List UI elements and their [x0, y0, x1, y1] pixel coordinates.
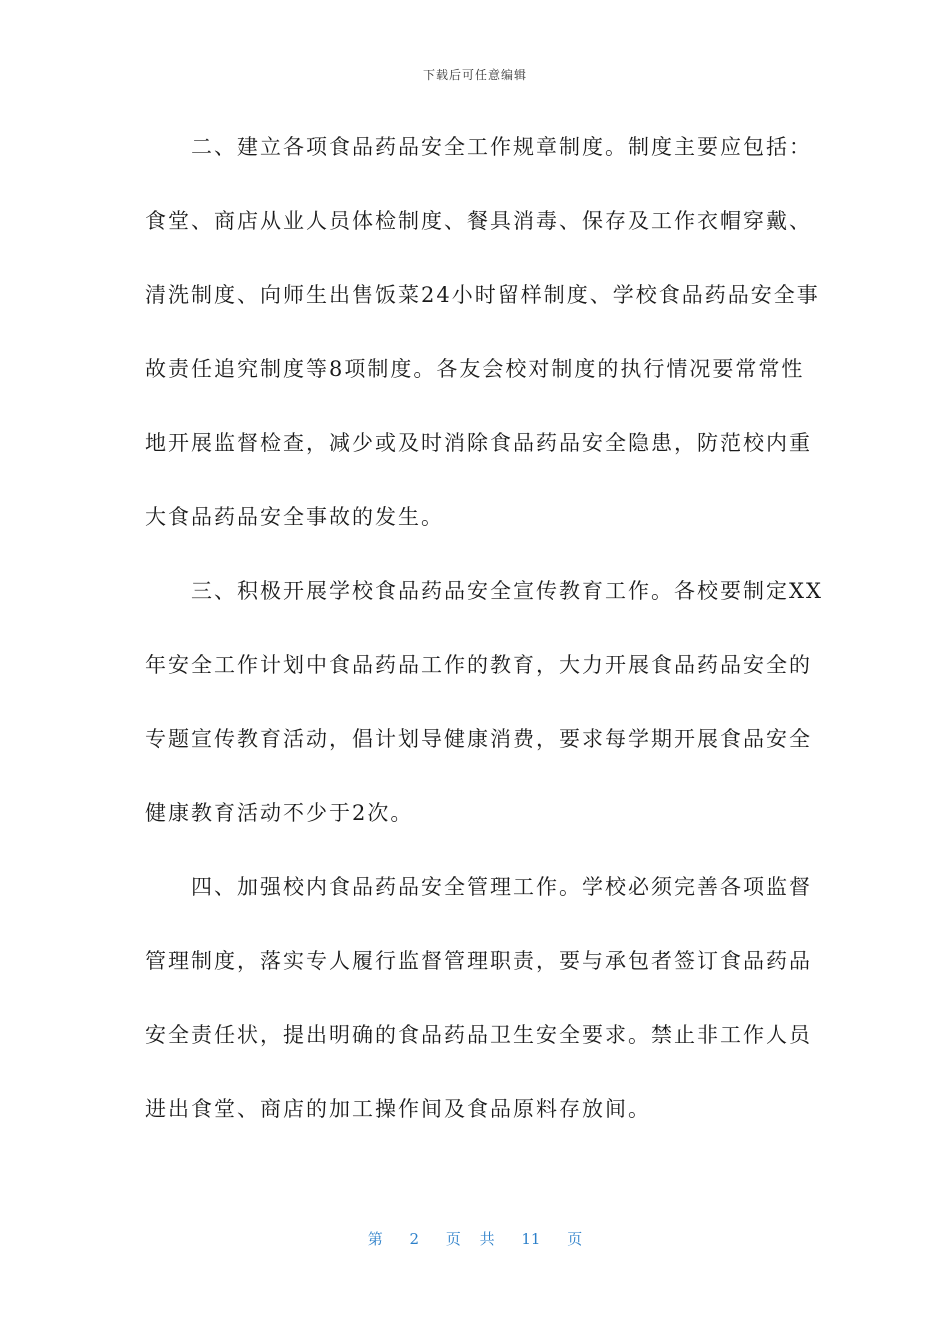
text-line: 健康教育活动不少于2次。: [145, 801, 414, 825]
text-line: 专题宣传教育活动，倡计划导健康消费，要求每学期开展食品安全: [145, 727, 812, 751]
footer-suffix: 页: [567, 1230, 583, 1248]
text-line: 食堂、商店从业人员体检制度、餐具消毒、保存及工作衣帽穿戴、: [145, 209, 812, 233]
page-footer: [0, 1228, 950, 1249]
text-line: 安全责任状，提出明确的食品药品卫生安全要求。禁止非工作人员: [145, 1023, 812, 1047]
footer-page-number: 2: [409, 1230, 420, 1248]
text-line: 年安全工作计划中食品药品工作的教育，大力开展食品药品安全的: [145, 653, 812, 677]
text-line: 二、建立各项食品药品安全工作规章制度。制度主要应包括：: [145, 135, 812, 159]
text-line: 进出食堂、商店的加工操作间及食品原料存放间。: [145, 1097, 651, 1121]
footer-total-pages: 11: [521, 1230, 541, 1248]
footer-prefix: 第: [367, 1230, 383, 1248]
text-line: 地开展监督检查，减少或及时消除食品药品安全隐患，防范校内重: [145, 431, 812, 455]
text-line: 三、积极开展学校食品药品安全宣传教育工作。各校要制定XX: [145, 579, 823, 603]
text-line: 管理制度，落实专人履行监督管理职责，要与承包者签订食品药品: [145, 949, 812, 973]
page-header-note: 下载后可任意编辑: [422, 68, 527, 82]
paragraph-2: [145, 110, 820, 554]
text-line: 四、加强校内食品药品安全管理工作。学校必须完善各项监督: [145, 875, 812, 899]
paragraph-3: [145, 554, 823, 850]
text-line: 清洗制度、向师生出售饭菜24小时留样制度、学校食品药品安全事: [145, 283, 820, 307]
paragraph-4: [145, 850, 812, 1146]
footer-middle: 页 共: [445, 1230, 495, 1248]
text-line: 大食品药品安全事故的发生。: [145, 505, 444, 529]
text-line: 故责任追究制度等8项制度。各友会校对制度的执行情况要常常性: [145, 357, 805, 381]
document-body: [145, 110, 823, 1146]
